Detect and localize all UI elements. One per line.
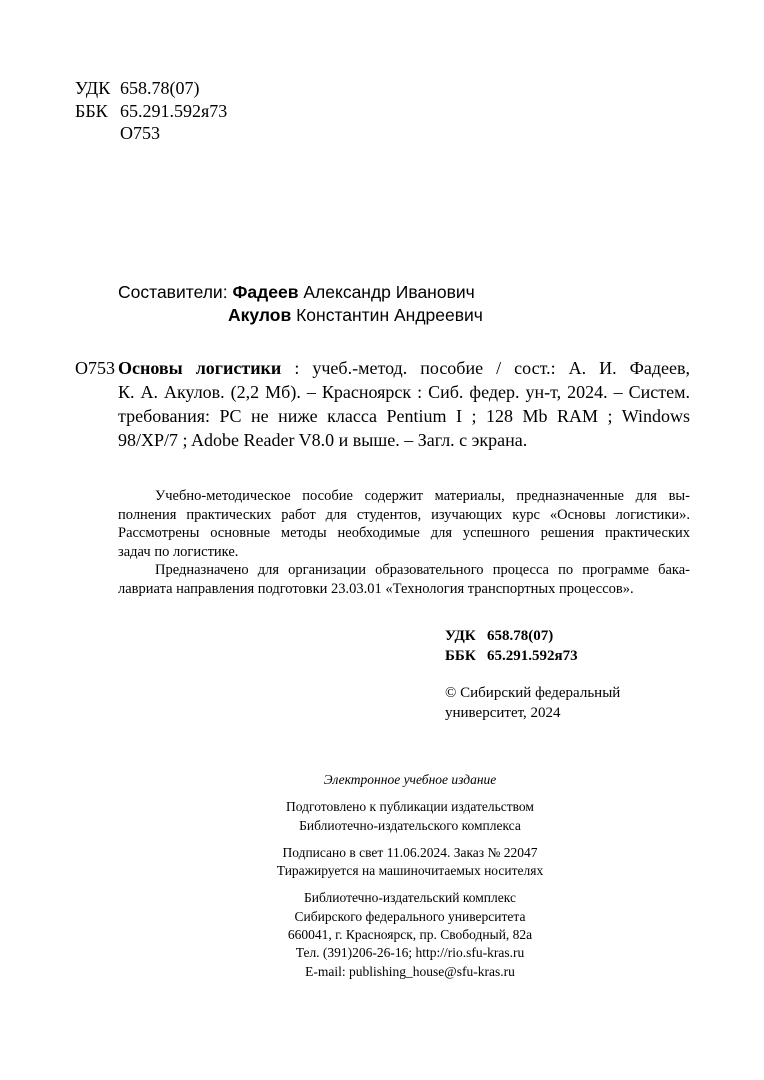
publisher-line-2: Сибирского федерального университета (294, 908, 526, 924)
annotation-line: Рассмотрены основные методы необходимые для успешного решения практических (118, 525, 690, 541)
compilers-block (118, 281, 483, 327)
compiler-1-name: Александр Иванович (303, 282, 475, 302)
udk-label: УДК (75, 78, 111, 98)
copyright-line-1: © Сибирский федеральный (445, 685, 621, 701)
compiler-row-2 (118, 304, 483, 327)
annotation-line: Учебно-методическое пособие содержит материалы, предназначенные для вы- (155, 488, 690, 504)
signed-line: Подписано в свет 11.06.2024. Заказ № 22047 (282, 844, 538, 860)
bbk-value-bottom: 65.291.592я73 (487, 648, 578, 664)
compiler-2-surname: Акулов (228, 305, 292, 325)
email-line: E-mail: publishing_house@sfu-kras.ru (305, 963, 515, 979)
copyright-line-2: университет, 2024 (445, 705, 561, 721)
compiler-1-surname: Фадеев (232, 282, 299, 302)
edition-type: Электронное учебное издание (323, 772, 497, 787)
prepared-line-1: Подготовлено к публикации издательством (286, 799, 534, 815)
compiler-2-name: Константин Андреевич (296, 305, 483, 325)
bbk-row-bottom (445, 646, 578, 666)
annotation (118, 487, 690, 598)
biblio-line-4: 98/XP/7 ; Adobe Reader V8.0 и выше. – Загл. с экрана. (118, 430, 528, 450)
udk-row-bottom (445, 626, 578, 646)
biblio-line-2: К. А. Акулов. (2,2 Мб). – Красноярск : Сиб. федер. ун-т, 2024. – Систем. (118, 382, 690, 402)
biblio-line-1 (118, 356, 690, 380)
udk-row (75, 77, 227, 100)
prepared-line-2: Библиотечно-издательского комплекса (299, 817, 521, 833)
spacer (160, 835, 660, 844)
author-mark: О753 (120, 123, 160, 143)
classification-codes-bottom (445, 626, 578, 666)
bbk-row (75, 100, 227, 123)
compiler-row-1 (118, 281, 483, 304)
address-line: 660041, г. Красноярск, пр. Свободный, 82а (287, 927, 533, 943)
biblio-line-1-rest: : учеб.-метод. пособие / сост.: А. И. Фадеев, (294, 358, 691, 378)
bibliographic-code: О753 (75, 358, 115, 378)
udk-label-bottom: УДК (445, 628, 476, 644)
annotation-line: задач по логистике. (118, 543, 239, 560)
bbk-value: 65.291.592я73 (120, 100, 228, 121)
biblio-line-3: требования: PC не ниже класса Pentium I ; 128 Mb RAM ; Windows (118, 406, 690, 426)
spacer (160, 789, 660, 798)
replicated-line: Тиражируется на машиночитаемых носителях (276, 863, 544, 879)
bbk-label: ББК (75, 100, 108, 121)
annotation-line: полнения практических работ для студентов, изучающих курс «Основы логистики». (118, 506, 690, 523)
bbk-label-bottom: ББК (445, 648, 476, 664)
spacer (160, 880, 660, 889)
udk-value-bottom: 658.78(07) (487, 628, 554, 644)
phone-line: Тел. (391)206-26-16; http://rio.sfu-kras.ru (295, 945, 525, 961)
publisher-line-1: Библиотечно-издательский комплекс (304, 890, 516, 906)
bibliographic-description (118, 356, 690, 452)
classification-codes-top (75, 77, 227, 145)
compilers-label: Составители: (118, 282, 228, 302)
annotation-line: лавриата направления подготовки 23.03.01 «Технология транспортных процессов». (118, 580, 634, 597)
copyright-notice (445, 683, 620, 723)
udk-value: 658.78(07) (120, 78, 200, 98)
book-title: Основы логистики (118, 358, 282, 378)
imprint (160, 771, 660, 981)
annotation-line: Предназначено для организации образовательного процесса по программе бака- (155, 562, 690, 578)
